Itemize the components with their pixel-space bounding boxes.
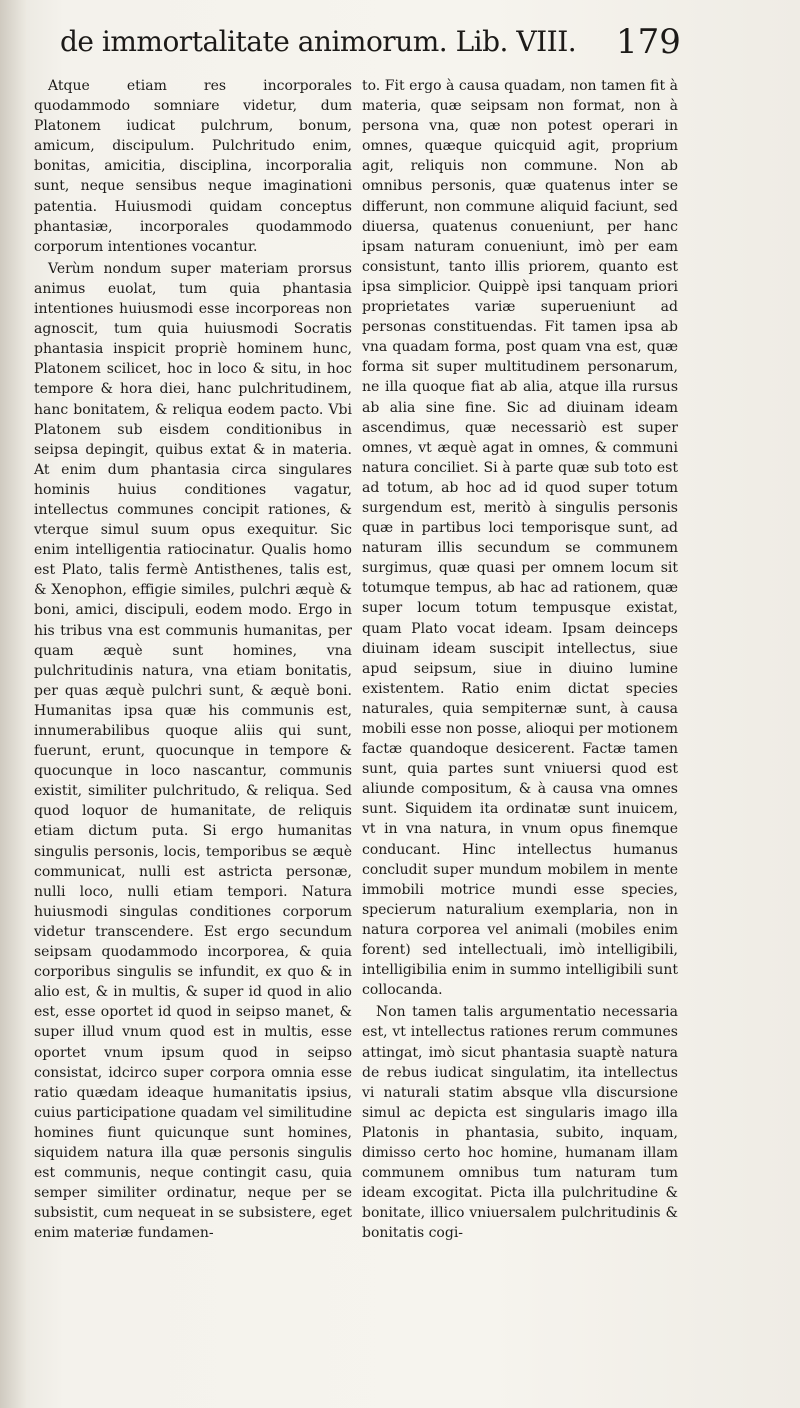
page-number: 179: [616, 22, 681, 62]
right-text-column: [362, 76, 678, 1366]
paragraph: Verùm nondum super materiam prorsus animus euolat, tum quia phantasia intentiones huiusmodi esse incorporeas non agnoscit, tum quia huiusmodi Socratis phantasia inspicit propriè hominem hunc, Platonem scilicet, hoc in loco & situ, in hoc tempore & hora diei, hanc pulchritudinem, hanc bonitatem, & reliqua eodem pacto. Vbi Platonem sub eisdem conditionibus in seipsa depingit, quibus extat & in materia. At enim dum phantasia circa singulares hominis huius conditiones vagatur, intellectus communes concipit rationes, & vterque simul suum opus exequitur. Sic enim intelligentia ratiocinatur. Qualis homo est Plato, talis fermè Antisthenes, talis est, & Xenophon, effigie similes, pulchri æquè & boni, amici, discipuli, eodem modo. Ergo in his tribus vna est communis humanitas, per quam æquè sunt homines, vna pulchritudinis natura, vna etiam bonitatis, per quas æquè pulchri sunt, & æquè boni. Humanitas ipsa quæ his communis est, innumerabilibus quoque aliis qui sunt, fuerunt, erunt, quocunque in tempore & quocunque in loco nascantur, communis existit, similiter pulchritudo, & reliqua. Sed quod loquor de humanitate, de reliquis etiam dictum puta. Si ergo humanitas singulis personis, locis, temporibus se æquè communicat, nulli est astricta personæ, nulli loco, nulli etiam tempori. Natura huiusmodi singulas conditiones corporum videtur transcendere. Est ergo secundum seipsam quodammodo incorporea, & quia corporibus singulis se infundit, ex quo & in alio est, & in multis, & super id quod in alio est, esse oportet id quod in seipso manet, & super illud vnum quod est in multis, esse oportet vnum ipsum quod in seipso consistat, idcirco super corpora omnia esse ratio quædam ideaque humanitatis ipsius, cuius participatione quadam vel similitudine homines fiunt quicunque sunt homines, siquidem natura illa quæ personis singulis est communis, neque contingit casu, quia semper similiter ordinatur, neque per se subsistit, cum nequeat in se subsistere, eget enim materiæ fundamen-: [34, 260, 352, 1242]
binding-gutter: [0, 0, 26, 1408]
paragraph: Atque etiam res incorporales quodammodo somniare videtur, dum Platonem iudicat pulchrum, bonum, amicum, discipulum. Pulchritudo enim, bonitas, amicitia, disciplina, incorporalia sunt, neque sensibus neque imaginationi patentia. Huiusmodi quidam conceptus phantasiæ, incorporales quodammodo corporum intentiones vocantur.: [34, 78, 352, 255]
left-text-column: [34, 76, 352, 1366]
paragraph: to. Fit ergo à causa quadam, non tamen fit à materia, quæ seipsam non format, non à persona vna, quæ non potest operari in omnes, quæque quicquid agit, proprium agit, reliquis non commune. Non ab omnibus personis, quæ quatenus inter se differunt, non commune aliquid faciunt, sed diuersa, quatenus conueniunt, per hanc ipsam naturam conueniunt, imò per eam consistunt, tanto illis priorem, quanto est ipsa simplicior. Quippè ipsi tanquam priori proprietates variæ superueniunt ad personas constituendas. Fit tamen ipsa ab vna quadam forma, post quam vna est, quæ forma sit super multitudinem personarum, ne illa quoque fiat ab alia, atque illa rursus ab alia sine fine. Sic ad diuinam ideam ascendimus, quæ necessariò est super omnes, vt æquè agat in omnes, & communi natura conciliet. Si à parte quæ sub toto est ad totum, ab hoc ad id quod super totum surgendum est, meritò à singulis personis quæ in partibus loci temporisque sunt, ad naturam illis secundum se communem surgimus, quæ quasi per omnem locum sit totumque tempus, ab hac ad rationem, quæ super locum totum tempusque existat, quam Plato vocat ideam. Ipsam deinceps diuinam ideam suscipit intellectus, siue apud seipsum, siue in diuino lumine existentem. Ratio enim dictat species naturales, quia sempiternæ sunt, à causa mobili esse non posse, alioqui per motionem factæ quandoque desicerent. Factæ tamen sunt, quia partes sunt vniuersi quod est aliunde compositum, & à causa vna omnes sunt. Siquidem ita ordinatæ sunt inuicem, vt in vna natura, in vnum opus finemque conducant. Hinc intellectus humanus concludit super mundum mobilem in mente immobili motrice mundi esse species, specierum naturalium exemplaria, non in natura corporea vel animali (mobiles enim forent) sed intellectuali, imò intelligibili, intelligibilia enim in summo intelligibili sunt collocanda.: [362, 78, 678, 999]
running-head: de immortalitate animorum. Lib. VIII.: [60, 25, 577, 58]
paragraph: Non tamen talis argumentatio necessaria est, vt intellectus rationes rerum communes attingat, imò sicut phantasia suaptè natura de rebus iudicat singulatim, ita intellectus vi naturali statim absque vlla discursione simul ac depicta est singularis imago illa Platonis in phantasia, subito, inquam, dimisso certo hoc homine, humanam illam communem omnibus tum naturam tum ideam excogitat. Picta illa pulchritudine & bonitate, illico vniuersalem pulchritudinis & bonitatis cogi-: [362, 1004, 678, 1242]
